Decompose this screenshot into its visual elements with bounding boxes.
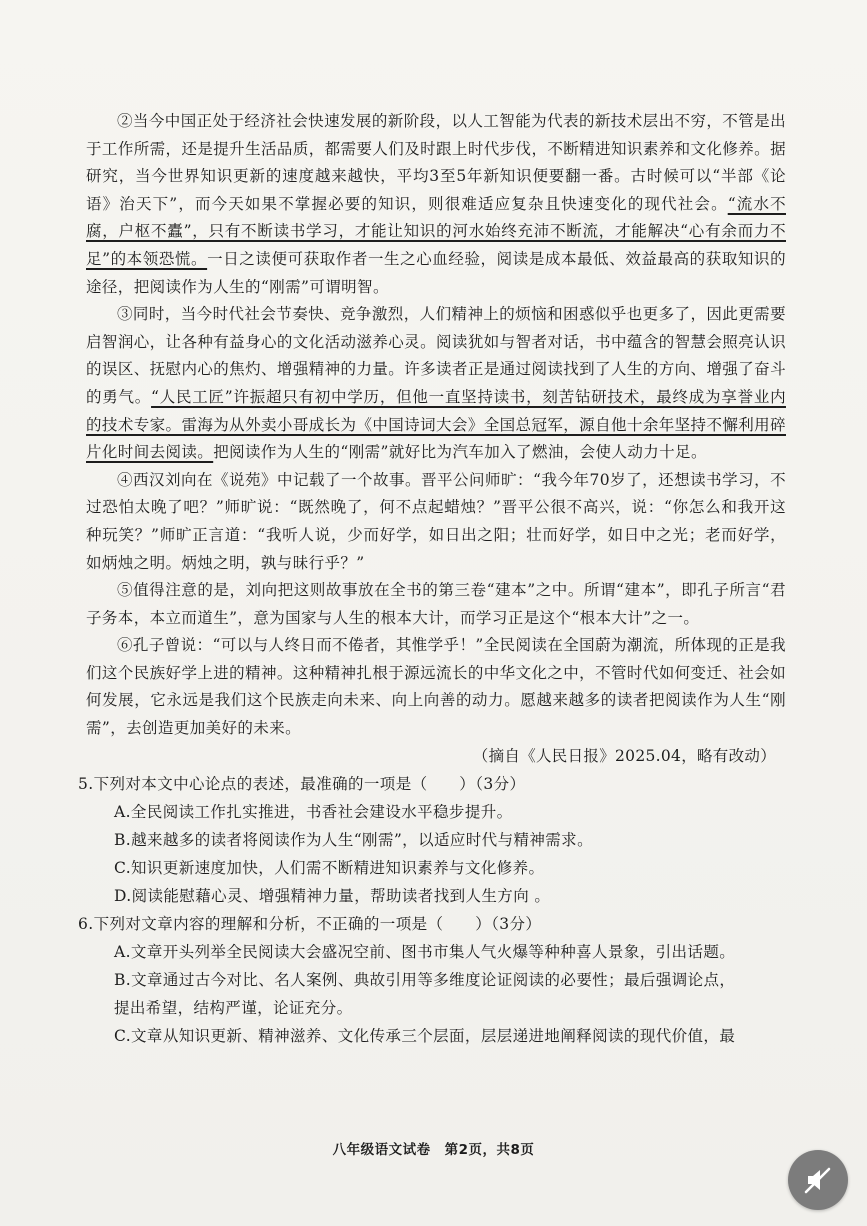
- question-5-option-a: A.全民阅读工作扎实推进，书香社会建设水平稳步提升。: [114, 803, 513, 822]
- question-6-option-b: B.文章通过古今对比、名人案例、典故引用等多维度论证阅读的必要性；最后强调论点，: [114, 971, 736, 990]
- paragraph-3: [86, 301, 786, 467]
- paragraph-3-text-b: 把阅读作为人生的“刚需”就好比为汽车加入了燃油，会使人动力十足。: [213, 443, 707, 462]
- source-citation: （摘自《人民日报》2025.04，略有改动）: [472, 746, 776, 765]
- passage: [78, 108, 786, 1050]
- paragraph-6: ⑥孔子曾说：“可以与人终日而不倦者，其惟学乎！”全民阅读在全国蔚为潮流，所体现的正是我们这个民族好学上进的精神。这种精神扎根于源远流长的中华文化之中，不管时代如何变迁、社会如何发展，它永远是我们这个民族走向未来、向上向善的动力。愿越来越多的读者把阅读作为人生“刚需”，去创造更加美好的未来。: [86, 636, 786, 738]
- page-footer: 八年级语文试卷 第2页，共8页: [332, 1142, 535, 1158]
- paragraph-2-underlined: “流水不腐，户枢不蠹”，只有不断读书学习，才能让知识的河水始终充沛不断流，才能解决“心有余而力不足”的本领恐慌。: [86, 194, 786, 268]
- paragraph-2-text-b: 一日之读便可获取作者一生之心血经验，阅读是成本最低、效益最高的获取知识的途径，把阅读作为人生的“刚需”可谓明智。: [86, 249, 786, 296]
- question-6-option-a: A.文章开头列举全民阅读大会盛况空前、图书市集人气火爆等种种喜人景象，引出话题。: [114, 943, 736, 962]
- paragraph-2-text-a: ②当今中国正处于经济社会快速发展的新阶段，以人工智能为代表的新技术层出不穷，不管是出于工作所需，还是提升生活品质，都需要人们及时跟上时代步伐，不断精进知识素养和文化修养。据研究，当今世界知识更新的速度越来越快，平均3至5年新知识便要翻一番。古时候可以“半部《论语》治天下”，而今天如果不掌握必要的知识，则很难适应复杂且快速变化的现代社会。: [86, 112, 786, 213]
- mute-speaker-icon: [803, 1165, 833, 1195]
- question-5-stem: 5.下列对本文中心论点的表述，最准确的一项是（ ）（3分）: [78, 775, 526, 794]
- question-5-option-d: D.阅读能慰藉心灵、增强精神力量，帮助读者找到人生方向 。: [114, 887, 551, 906]
- paragraph-2: [86, 108, 786, 301]
- paragraph-3-underlined: “人民工匠”许振超只有初中学历，但他一直坚持读书，刻苦钻研技术，最终成为享誉业内的技术专家。雷海为从外卖小哥成长为《中国诗词大会》全国总冠军，源自他十余年坚持不懈利用碎片化时间去阅读。: [86, 387, 786, 462]
- question-6-option-b-continued: 提出希望，结构严谨，论证充分。: [114, 999, 353, 1018]
- paragraph-5: ⑤值得注意的是，刘向把这则故事放在全书的第三卷“建本”之中。所谓“建本”，即孔子所言“君子务本，本立而道生”，意为国家与人生的根本大计，而学习正是这个“根本大计”之一。: [86, 581, 786, 627]
- question-5-option-b: B.越来越多的读者将阅读作为人生“刚需”，以适应时代与精神需求。: [114, 831, 593, 850]
- question-6-stem: 6.下列对文章内容的理解和分析，不正确的一项是（ ）（3分）: [78, 915, 542, 934]
- mute-button[interactable]: [788, 1150, 848, 1210]
- question-6-option-c: C.文章从知识更新、精神滋养、文化传承三个层面，层层递进地阐释阅读的现代价值，最: [114, 1027, 736, 1046]
- paragraph-4: ④西汉刘向在《说苑》中记载了一个故事。晋平公问师旷：“我今年70岁了，还想读书学习，不过恐怕太晚了吧？”师旷说：“既然晚了，何不点起蜡烛？”晋平公很不高兴，说：“你怎么和我开这种玩笑？”师旷正言道：“我听人说，少而好学，如日出之阳；壮而好学，如日中之光；老而好学，如炳烛之明。炳烛之明，孰与昧行乎？”: [86, 470, 786, 572]
- question-5-option-c: C.知识更新速度加快，人们需不断精进知识素养与文化修养。: [114, 859, 545, 878]
- paragraph-3-text-a: ③同时，当今时代社会节奏快、竞争激烈，人们精神上的烦恼和困惑似乎也更多了，因此更需要启智润心，让各种有益身心的文化活动滋养心灵。阅读犹如与智者对话，书中蕴含的智慧会照亮认识的误区、抚慰内心的焦灼、增强精神的力量。许多读者正是通过阅读找到了人生的方向、增强了奋斗的勇气。: [86, 305, 786, 406]
